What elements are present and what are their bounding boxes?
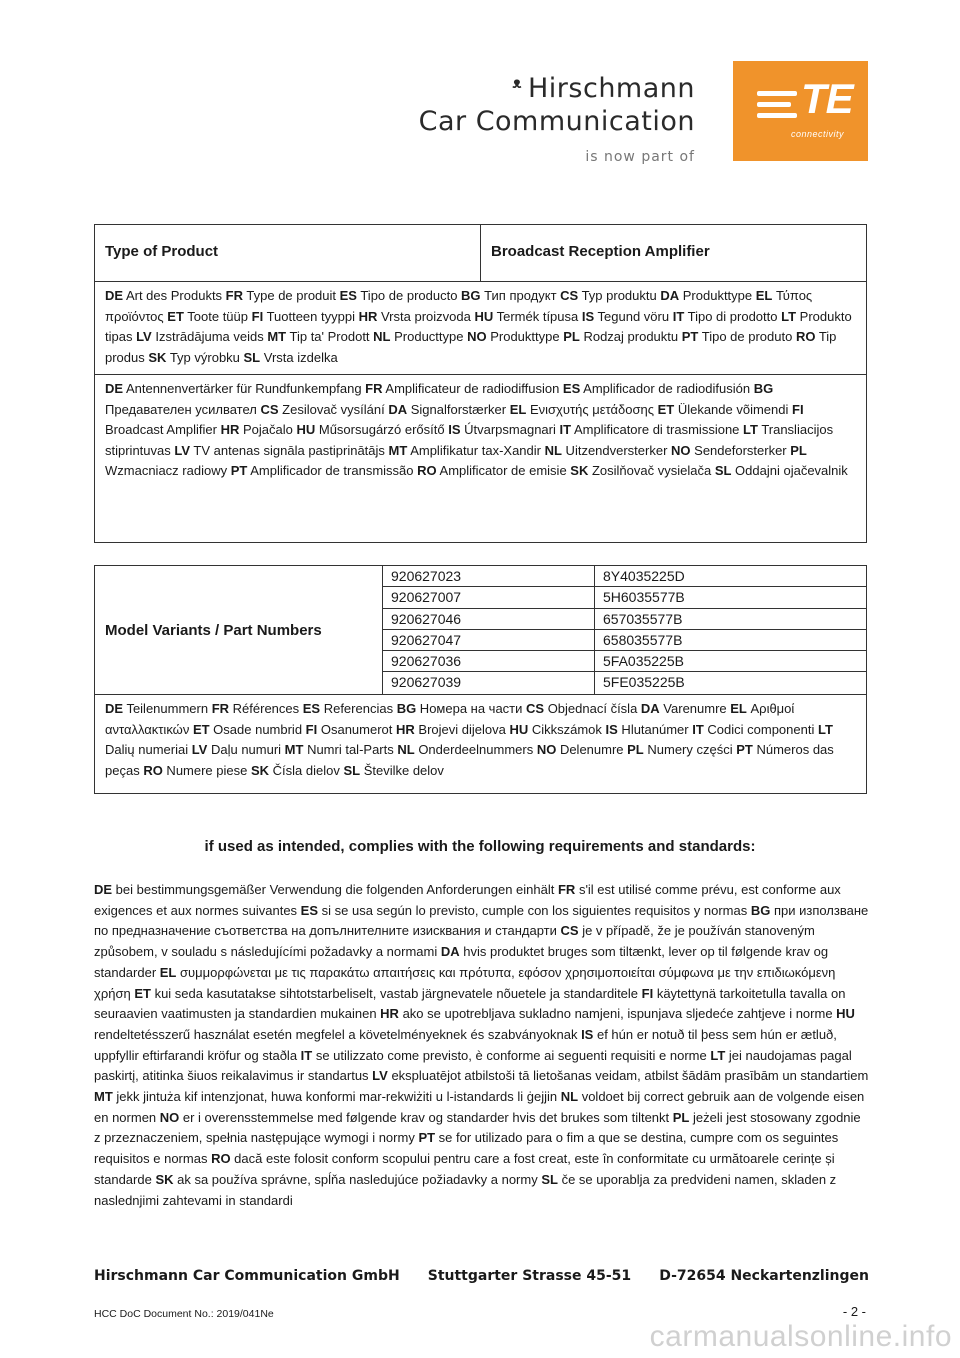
- footer-street: Stuttgarter Strasse 45-51: [427, 1268, 632, 1284]
- lang-code: MT: [284, 742, 304, 757]
- translation-text: er i overensstemmelse med følgende krav og standarder hvis det brukes som tiltenkt: [179, 1109, 673, 1125]
- translation-text: Tipo de produto: [698, 329, 796, 344]
- lang-code: LV: [136, 329, 152, 344]
- lang-code: CS: [560, 288, 579, 303]
- translation-text: Wzmacniacz radiowy: [105, 463, 231, 478]
- lang-code: PL: [672, 1109, 690, 1125]
- part-numbers-oem: [595, 566, 866, 694]
- translation-text: Daļu numuri: [207, 742, 285, 757]
- translation-text: Osade numbrid: [209, 721, 306, 737]
- translation-text: voldoet bij correct gebruik aan de volgende eisen en normen: [94, 1089, 865, 1125]
- lang-code: SK: [155, 1171, 174, 1187]
- translation-text: ak sa používa správne, spĺňa nasledujúce požiadavky a normy: [173, 1171, 542, 1187]
- translation-text: при използване по предназначение съответства на допълнителните изисквания и стандарти: [94, 902, 869, 939]
- translation-text: Références: [229, 701, 303, 716]
- lang-code: IT: [300, 1047, 313, 1063]
- translation-text: Ülekande võimendi: [674, 401, 792, 417]
- translation-text: Amplificateur de radiodiffusion: [382, 381, 563, 396]
- lang-code: FI: [641, 985, 654, 1001]
- lang-code: BG: [753, 381, 774, 396]
- part-number: 920627007: [383, 587, 594, 608]
- lang-code: ET: [192, 721, 210, 737]
- lang-code: NL: [560, 1089, 579, 1105]
- lang-code: IS: [448, 422, 461, 437]
- lang-code: HR: [358, 308, 378, 324]
- lang-code: ET: [134, 985, 151, 1001]
- translation-text: Brojevi dijelova: [414, 721, 510, 737]
- product-type-box: [94, 224, 867, 543]
- lang-code: PT: [681, 329, 699, 344]
- translation-text: Tegund vöru: [594, 308, 673, 324]
- translation-text: Pojačalo: [239, 422, 297, 437]
- translation-text: Transliacijos stiprintuvas: [105, 422, 834, 458]
- part-numbers-hcc: [383, 566, 595, 694]
- lang-code: ET: [657, 401, 675, 417]
- now-part-of-text: is now part of: [585, 149, 695, 165]
- lang-code: PL: [790, 442, 807, 458]
- translation-text: ako se upotrebljava sukladno namjeni, ispunjava sljedeće zahtjeve i norme: [398, 1006, 837, 1022]
- translation-text: Objednací čísla: [544, 701, 641, 716]
- part-number: 658035577B: [595, 630, 866, 651]
- translation-text: Τύπος προϊόντος: [105, 288, 813, 324]
- translation-text: ekspluatējot atbilstoši tā lietošanas veidam, atbilst šādām prasībām un standartiem: [387, 1068, 869, 1084]
- translation-text: rendeltetésszerű használat esetén megfelel a követelményeknek és szabványoknak: [94, 1026, 582, 1042]
- translation-text: TV antenas signāla pastiprinātājs: [190, 442, 389, 458]
- lang-code: NO: [536, 742, 557, 757]
- lang-code: PT: [736, 742, 753, 757]
- lang-code: EL: [730, 701, 747, 716]
- translation-text: Tip produs: [105, 329, 837, 365]
- translation-text: ef hún er notuð til þess sem hún er ætluð, uppfyllir eftirfarandi kröfur og staðla: [94, 1026, 837, 1063]
- translation-text: Tipo di prodotto: [684, 308, 782, 324]
- translation-text: Rodzaj produktu: [579, 329, 682, 344]
- page-number: - 2 -: [842, 1304, 866, 1319]
- lang-code: DA: [440, 944, 460, 960]
- lang-code: FR: [211, 701, 230, 716]
- lang-code: NL: [544, 442, 562, 458]
- lang-code: SL: [343, 762, 361, 778]
- translation-text: Izstrādājuma veids: [151, 329, 268, 344]
- translation-text: Številke delov: [360, 762, 444, 778]
- lang-code: BG: [461, 288, 481, 303]
- lang-code: NO: [671, 442, 691, 458]
- watermark: carmanualsonline.info: [649, 1320, 952, 1353]
- lang-code: LV: [174, 442, 191, 458]
- translation-text: jekk jintuża kif intenzjonat, huwa konformi mar-rekwiżiti u l-istandards li ġejjin: [112, 1089, 561, 1105]
- translation-text: Αριθμοί ανταλλακτικών: [105, 701, 795, 737]
- model-variants-box: [94, 565, 867, 794]
- translation-text: Uitzendversterker: [561, 442, 672, 458]
- lang-code: LV: [191, 742, 208, 757]
- translation-text: συμμορφώνεται με τις παρακάτω απαιτήσεις και πρότυπα, εφόσον χρησιμοποιείται σύμφωνα με την επιδιωκόμενη χρήση: [94, 964, 836, 1001]
- translation-text: Produkttype: [486, 329, 564, 344]
- lang-code: PT: [418, 1130, 436, 1146]
- lang-code: SL: [714, 463, 732, 478]
- lang-code: HU: [509, 721, 529, 737]
- translation-text: Codici componenti: [703, 721, 818, 737]
- translation-text: s'il est utilisé comme prévu, est conforme aux exigences et aux normes suivantes: [94, 882, 841, 918]
- translation-text: Zesilovač vysílání: [278, 401, 389, 417]
- translation-text: Broadcast Amplifier: [105, 422, 221, 437]
- lang-code: SK: [250, 762, 270, 778]
- lang-code: RO: [143, 762, 163, 778]
- lang-code: PT: [230, 463, 248, 478]
- lang-code: DE: [94, 882, 113, 897]
- part-number: 920627047: [383, 630, 594, 651]
- lang-code: IT: [559, 422, 572, 437]
- lang-code: IS: [581, 308, 595, 324]
- lang-code: ES: [562, 381, 581, 396]
- product-type-translations: [95, 282, 866, 374]
- lang-code: CS: [526, 701, 545, 716]
- lang-code: LV: [372, 1068, 388, 1084]
- translation-text: Produkto tipas: [105, 308, 852, 344]
- part-number: 5FE035225B: [603, 674, 685, 691]
- translation-text: Amplificador de transmissão: [247, 463, 418, 478]
- lang-code: LT: [817, 721, 833, 737]
- lang-code: LT: [781, 308, 797, 324]
- translation-text: jei naudojamas pagal paskirtį, atitinka šiuos reikalavimus ir standartus: [94, 1047, 852, 1084]
- translation-text: Signalforstærker: [407, 401, 510, 417]
- lang-code: HR: [396, 721, 415, 737]
- lang-code: DA: [660, 288, 680, 303]
- translation-text: Numery części: [643, 742, 737, 757]
- lang-code: DE: [105, 381, 124, 396]
- translation-text: Tip ta' Prodott: [286, 329, 374, 344]
- lang-code: LT: [743, 422, 758, 437]
- document-number: HCC DoC Document No.: 2019/041Ne: [94, 1308, 274, 1320]
- footer-city: D-72654 Neckartenzlingen: [659, 1268, 869, 1284]
- product-value-translations: [95, 374, 866, 488]
- lang-code: SL: [243, 349, 261, 365]
- translation-text: Предавателен усилвател: [105, 401, 261, 417]
- te-connectivity-logo: [733, 61, 868, 161]
- translation-text: Toote tüüp: [183, 308, 252, 324]
- lang-code: DA: [640, 701, 660, 716]
- translation-text: Tipo de producto: [356, 288, 462, 303]
- lang-code: CS: [560, 923, 579, 939]
- hcc-logo-icon: ᵜ: [512, 74, 522, 99]
- part-number: 5H6035577B: [595, 587, 866, 608]
- translation-text: Тип продукт: [480, 288, 561, 303]
- translation-text: Typ produktu: [578, 288, 661, 303]
- lang-code: DE: [105, 288, 124, 303]
- part-number-translations: [95, 695, 866, 787]
- footer-company-name: Hirschmann Car Communication GmbH: [94, 1268, 400, 1284]
- translation-text: Dalių numeriai: [105, 742, 192, 757]
- lang-code: SK: [148, 349, 167, 365]
- header: [0, 55, 960, 175]
- translation-text: Type de produit: [243, 288, 340, 303]
- translation-text: bei bestimmungsgemäßer Verwendung die folgenden Anforderungen einhält: [112, 882, 558, 897]
- translation-text: Produkttype: [679, 288, 756, 303]
- te-logo-subtext: connectivity: [791, 129, 845, 139]
- lang-code: SL: [541, 1171, 558, 1187]
- translation-text: se for utilizado para o fim a que se destina, cumpre com os seguintes requisitos e normas: [94, 1130, 839, 1167]
- lang-code: IS: [605, 721, 618, 737]
- lang-code: ET: [167, 308, 184, 324]
- translation-text: Osanumerot: [317, 721, 396, 737]
- lang-code: LT: [710, 1047, 726, 1063]
- lang-code: RO: [417, 463, 437, 478]
- lang-code: ES: [300, 902, 319, 918]
- translation-text: Sendeforsterker: [690, 442, 791, 458]
- lang-code: DA: [388, 401, 408, 417]
- lang-code: EL: [755, 288, 773, 303]
- translation-text: Delenumre: [556, 742, 628, 757]
- translation-text: Útvarpsmagnari: [460, 422, 560, 437]
- lang-code: EL: [159, 964, 177, 980]
- lang-code: RO: [795, 329, 816, 344]
- lang-code: ES: [339, 288, 357, 303]
- translation-text: Ενισχυτής μετάδοσης: [526, 401, 658, 417]
- translation-text: Termék típusa: [493, 308, 582, 324]
- translation-text: hvis produktet bruges som tiltænkt, lever op til følgende krav og standarder: [94, 944, 829, 980]
- translation-text: Referencias: [320, 701, 397, 716]
- translation-text: Номера на части: [416, 701, 527, 716]
- lang-code: ES: [302, 701, 321, 716]
- translation-text: käytettynä tarkoitetulla tavalla on seuraavien vaatimusten ja standardien mukainen: [94, 985, 846, 1022]
- lang-code: BG: [396, 701, 417, 716]
- translation-text: Amplificator de emisie: [436, 463, 571, 478]
- lang-code: FR: [365, 381, 383, 396]
- lang-code: PL: [627, 742, 644, 757]
- lang-code: IS: [581, 1026, 594, 1042]
- lang-code: NL: [397, 742, 415, 757]
- translation-text: Oddajni ojačevalnik: [731, 463, 848, 478]
- compliance-translations: [94, 880, 869, 1211]
- translation-text: Producttype: [390, 329, 468, 344]
- part-number: 5FA035225B: [595, 651, 866, 672]
- lang-code: PL: [563, 329, 580, 344]
- translation-text: Números das peças: [105, 742, 834, 778]
- lang-code: DE: [105, 701, 124, 716]
- product-type-label: Type of Product: [95, 225, 481, 281]
- translation-text: Vrsta izdelka: [260, 349, 338, 365]
- model-variants-label: Model Variants / Part Numbers: [95, 566, 383, 694]
- part-number: 920627023: [383, 566, 594, 587]
- lang-code: HR: [380, 1006, 399, 1022]
- hcc-logo-block: [419, 73, 695, 165]
- lang-code: FI: [792, 401, 804, 417]
- translation-text: je v případě, že je používán stanoveným způsobem, v souladu s následujícími požadavky a normami: [94, 923, 815, 960]
- translation-text: Teilenummern: [123, 701, 212, 716]
- translation-text: Cikkszámok: [528, 721, 606, 737]
- lang-code: FR: [225, 288, 244, 303]
- translation-text: Antennenvertärker für Rundfunkempfang: [123, 381, 366, 396]
- lang-code: EL: [509, 401, 527, 417]
- translation-text: Amplificador de radiodifusión: [580, 381, 754, 396]
- lang-code: IT: [672, 308, 685, 324]
- lang-code: IT: [692, 721, 704, 737]
- lang-code: CS: [260, 401, 279, 417]
- translation-text: se utilizzato come previsto, è conforme ai seguenti requisiti e norme: [312, 1047, 711, 1063]
- translation-text: Tuotteen tyyppi: [263, 308, 359, 324]
- translation-text: Zosilňovač vysielača: [588, 463, 715, 478]
- translation-text: kui seda kasutatakse sihtotstarbeliselt, vastab järgnevatele nõuetele ja standarditele: [150, 985, 642, 1001]
- translation-text: Amplifikatur tax-Xandir: [407, 442, 545, 458]
- lang-code: NL: [373, 329, 391, 344]
- lang-code: FR: [557, 882, 576, 897]
- translation-text: če se uporablja za predvideni namen, skladen z naslednjimi zahtevami in standardi: [94, 1171, 837, 1208]
- lang-code: HR: [220, 422, 240, 437]
- footer-address: [94, 1268, 869, 1284]
- te-logo-text: TE: [801, 75, 853, 122]
- lang-code: MT: [267, 329, 287, 344]
- lang-code: HU: [836, 1006, 855, 1022]
- translation-text: Varenumre: [659, 701, 731, 716]
- translation-text: dacă este folosit conform scopului pentru care a fost creat, este în conformitate cu următoarele cerințe și standarde: [94, 1151, 835, 1187]
- part-number: 920627039: [391, 674, 462, 691]
- part-number: 920627046: [383, 609, 594, 630]
- translation-text: Numere piese: [162, 762, 251, 778]
- translation-text: Typ výrobku: [166, 349, 244, 365]
- translation-text: Hlutanúmer: [617, 721, 693, 737]
- compliance-statement: if used as intended, complies with the following requirements and standards:: [204, 838, 756, 855]
- translation-text: si se usa según lo previsto, cumple con los siguientes requisitos y normas: [318, 902, 751, 918]
- hcc-name: Hirschmann: [528, 73, 695, 104]
- lang-code: NO: [159, 1109, 180, 1125]
- lang-code: MT: [94, 1089, 113, 1105]
- translation-text: Čísla dielov: [269, 762, 344, 778]
- lang-code: HU: [296, 422, 316, 437]
- te-stripes-icon: [757, 91, 797, 124]
- translation-text: Numri tal-Parts: [303, 742, 398, 757]
- part-number: 8Y4035225D: [595, 566, 866, 587]
- lang-code: MT: [388, 442, 408, 458]
- part-number: 657035577B: [595, 609, 866, 630]
- lang-code: BG: [750, 902, 771, 918]
- lang-code: SK: [570, 463, 589, 478]
- lang-code: NO: [467, 329, 487, 344]
- lang-code: FI: [251, 308, 264, 324]
- translation-text: Art des Produkts: [123, 288, 226, 303]
- lang-code: HU: [474, 308, 494, 324]
- translation-text: Onderdeelnummers: [414, 742, 537, 757]
- translation-text: Vrsta proizvoda: [377, 308, 475, 324]
- product-type-value: Broadcast Reception Amplifier: [491, 243, 710, 260]
- translation-text: Amplificatore di trasmissione: [571, 422, 744, 437]
- translation-text: Műsorsugárzó erősítő: [315, 422, 449, 437]
- translation-text: jeżeli jest stosowany zgodnie z przeznaczeniem, spełnia następujące wymogi i normy: [94, 1109, 861, 1146]
- part-number: 920627036: [383, 651, 594, 672]
- lang-code: RO: [211, 1151, 231, 1167]
- hcc-subtitle: Car Communication: [418, 106, 695, 137]
- lang-code: FI: [305, 721, 318, 737]
